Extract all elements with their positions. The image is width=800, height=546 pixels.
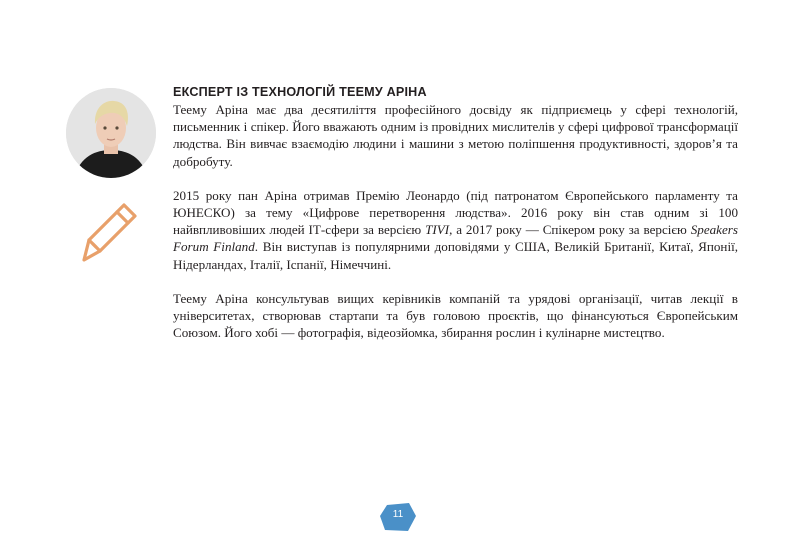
bio-paragraph-2-part-c: . Він виступав із популярними доповідями у США, Великій Британії, Китаї, Японії, Нідерландах, Італії, Іспанії, Німеччині. [173, 239, 738, 272]
bio-paragraph-3: Теему Аріна консультував вищих керівників компаній та урядові організації, читав лекції в університетах, створював стартапи та був головою проєктів, що фінансуються Європейським Союзом. Його хобі — фотографія, відеозйомка, збирання рослин і кулінарне мистецтво. [173, 290, 738, 341]
author-portrait [66, 88, 156, 178]
tivi-name: TIVI [425, 222, 450, 238]
bio-paragraph-2-part-a: 2015 року пан Аріна отримав Премію Леонардо (під патронатом Європейського парламенту та ЮНЕСКО) за тему «Цифрове перетворення людства». 2016 року він став одним зі 100 найвпливовіших людей ІТ-сфери за версією [173, 187, 738, 238]
bio-heading: ЕКСПЕРТ ІЗ ТЕХНОЛОГІЙ ТЕЕМУ АРІНА [173, 85, 427, 99]
page-number: 11 [392, 509, 404, 520]
bio-paragraph-2-part-b: , а 2017 року — Спікером року за версією [449, 222, 691, 238]
pencil-icon [80, 200, 140, 266]
bio-paragraph-1: Теему Аріна має два десятиліття професійного досвіду як підприємець у сфері технологій, письменник і спікер. Його вважають одним із провідних мислителів у сфері цифрової трансформації людства. Він вивчає взаємодію людини і машини з метою поліпшення продуктивності, здоров’я та добробуту. [173, 102, 738, 169]
bio-paragraph-2 [173, 187, 738, 273]
bio-content [173, 84, 738, 341]
speakers-forum-name: Speakers Forum Finland [173, 222, 738, 255]
